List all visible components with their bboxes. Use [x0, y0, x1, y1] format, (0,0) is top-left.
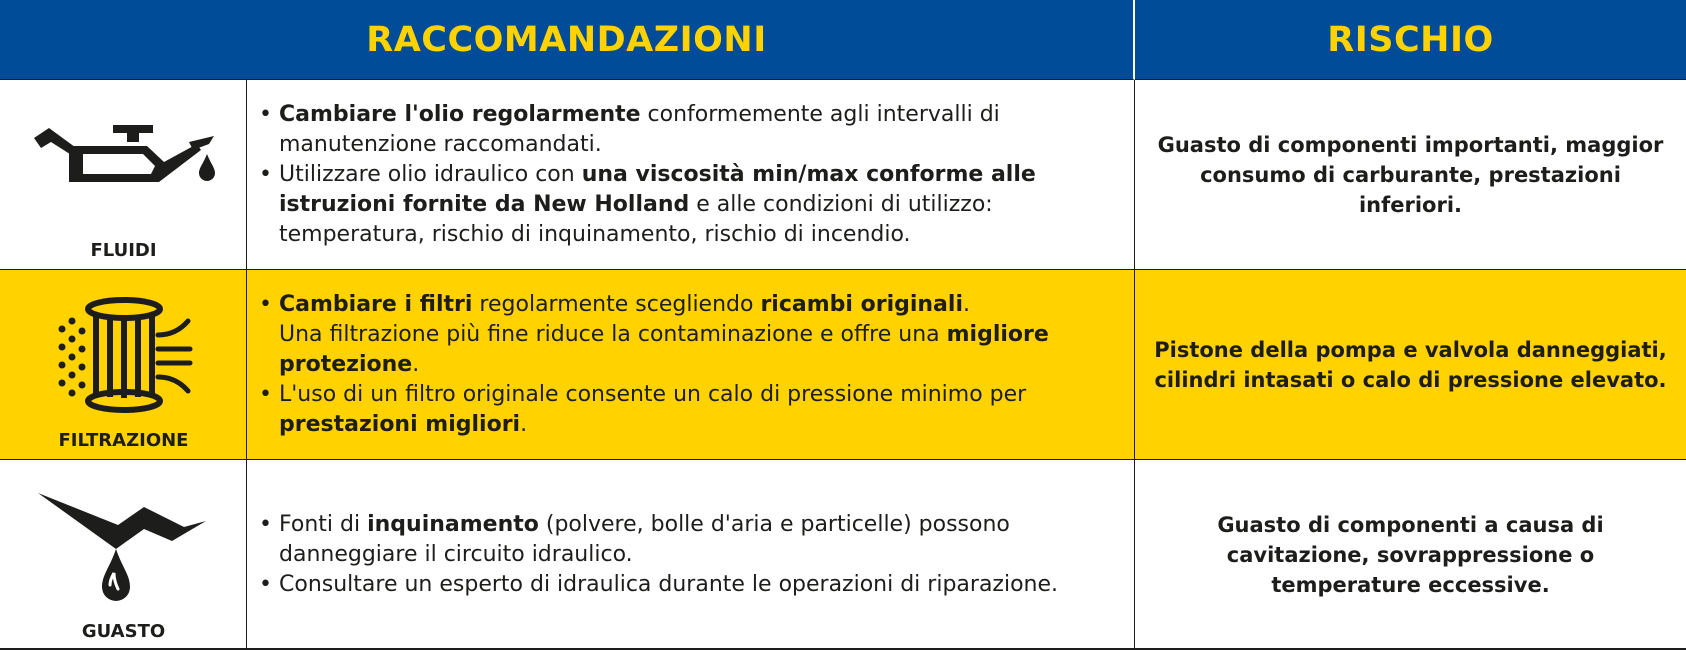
- row-label: FLUIDI: [90, 240, 157, 261]
- header-risk: RISCHIO: [1135, 0, 1686, 80]
- bullet: • Cambiare i filtri regolarmente scegliendo ricambi originali. Una filtrazione più fine riduce la contaminazione e offre una migliore protezione.: [259, 291, 1049, 377]
- row-filtrazione-risk: Pistone della pompa e valvola danneggiati, cilindri intasati o calo di pressione elevato.: [1135, 270, 1686, 460]
- row-fluidi-icon-cell: [0, 80, 247, 270]
- row-filtrazione-recommendations: [247, 270, 1135, 460]
- bullet: • Fonti di inquinamento (polvere, bolle d'aria e particelle) possono danneggiare il circuito idraulico.: [259, 512, 1010, 567]
- row-label: GUASTO: [81, 621, 166, 642]
- row-fluidi-risk: Guasto di componenti importanti, maggior consumo di carburante, prestazioni inferiori.: [1135, 80, 1686, 270]
- row-label: FILTRAZIONE: [58, 430, 189, 451]
- bullet: • Consultare un esperto di idraulica durante le operazioni di riparazione.: [259, 572, 1059, 597]
- bullet: • Cambiare l'olio regolarmente conformemente agli intervalli di manutenzione raccomandati.: [259, 101, 1000, 157]
- header-recommendations: RACCOMANDAZIONI: [0, 0, 1135, 80]
- bullet: • L'uso di un filtro originale consente un calo di pressione minimo per prestazioni migliori.: [259, 381, 1027, 437]
- bullet: • Utilizzare olio idraulico con una viscosità min/max conforme alle istruzioni fornite da New Holland e alle condizioni di utilizzo: temperatura, rischio di inquinamento, rischio di incendio.: [259, 161, 1036, 247]
- filter-icon: [54, 295, 194, 415]
- row-filtrazione-icon-cell: [0, 270, 247, 460]
- oil-can-icon: [29, 120, 219, 210]
- row-guasto-icon-cell: [0, 460, 247, 650]
- failure-drop-icon: [34, 485, 214, 605]
- row-guasto-risk: Guasto di componenti a causa di cavitazione, sovrappressione o temperature eccessive.: [1217, 513, 1604, 597]
- row-fluidi-recommendations: [247, 80, 1135, 270]
- row-guasto-recommendations: [247, 460, 1135, 650]
